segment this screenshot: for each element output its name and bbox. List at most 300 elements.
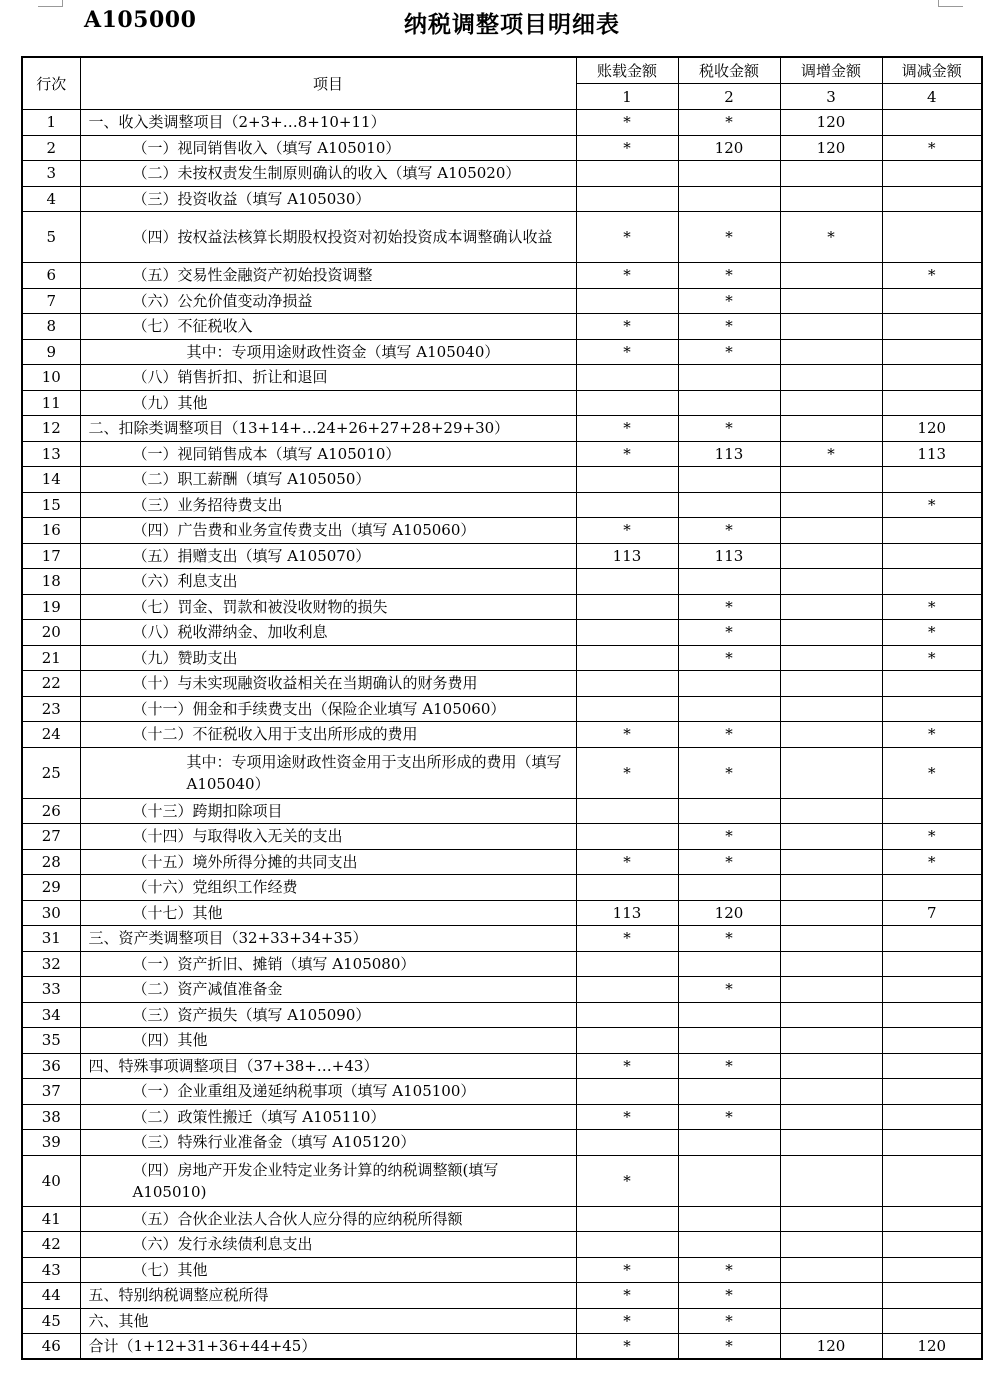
table-row xyxy=(22,1257,982,1283)
row-book-amount: * xyxy=(576,416,678,442)
row-tax-amount xyxy=(678,569,780,595)
row-book-amount xyxy=(576,696,678,722)
row-decrease-amount: * xyxy=(882,620,982,646)
row-decrease-amount xyxy=(882,467,982,493)
row-increase-amount xyxy=(780,977,882,1003)
row-item-label: 合计（1+12+31+36+44+45） xyxy=(80,1334,576,1360)
table-row xyxy=(22,416,982,442)
table-row xyxy=(22,1130,982,1156)
row-decrease-amount xyxy=(882,1104,982,1130)
table-row xyxy=(22,390,982,416)
row-decrease-amount xyxy=(882,390,982,416)
row-item-label: （九）其他 xyxy=(80,390,576,416)
row-line-number: 34 xyxy=(22,1002,80,1028)
row-tax-amount xyxy=(678,875,780,901)
table-row xyxy=(22,543,982,569)
row-line-number: 8 xyxy=(22,314,80,340)
row-decrease-amount: * xyxy=(882,722,982,748)
row-item-label: （一）视同销售成本（填写 A105010） xyxy=(80,441,576,467)
row-item-label: （五）交易性金融资产初始投资调整 xyxy=(80,263,576,289)
row-item-label: （四）广告费和业务宣传费支出（填写 A105060） xyxy=(80,518,576,544)
table-row xyxy=(22,441,982,467)
corner-crop-mark-left xyxy=(38,0,63,7)
row-increase-amount xyxy=(780,467,882,493)
table-row xyxy=(22,1206,982,1232)
corner-crop-mark-right xyxy=(938,0,963,7)
row-increase-amount xyxy=(780,824,882,850)
row-line-number: 3 xyxy=(22,161,80,187)
row-book-amount xyxy=(576,467,678,493)
row-line-number: 43 xyxy=(22,1257,80,1283)
row-item-label: 五、特别纳税调整应税所得 xyxy=(80,1283,576,1309)
row-line-number: 32 xyxy=(22,951,80,977)
row-tax-amount xyxy=(678,1130,780,1156)
table-row xyxy=(22,926,982,952)
row-decrease-amount xyxy=(882,798,982,824)
table-row xyxy=(22,1232,982,1258)
table-row xyxy=(22,1155,982,1206)
row-increase-amount xyxy=(780,798,882,824)
row-tax-amount: * xyxy=(678,620,780,646)
row-book-amount xyxy=(576,1130,678,1156)
row-item-label: （十二）不征税收入用于支出所形成的费用 xyxy=(80,722,576,748)
table-row xyxy=(22,1283,982,1309)
row-book-amount: * xyxy=(576,1053,678,1079)
row-tax-amount: * xyxy=(678,263,780,289)
row-decrease-amount: * xyxy=(882,645,982,671)
row-book-amount xyxy=(576,875,678,901)
row-line-number: 23 xyxy=(22,696,80,722)
row-tax-amount xyxy=(678,798,780,824)
row-increase-amount xyxy=(780,288,882,314)
row-decrease-amount: 113 xyxy=(882,441,982,467)
row-book-amount xyxy=(576,492,678,518)
row-book-amount: * xyxy=(576,1283,678,1309)
row-line-number: 14 xyxy=(22,467,80,493)
row-line-number: 37 xyxy=(22,1079,80,1105)
table-row xyxy=(22,849,982,875)
row-item-label: （三）资产损失（填写 A105090） xyxy=(80,1002,576,1028)
row-line-number: 28 xyxy=(22,849,80,875)
row-tax-amount: * xyxy=(678,1308,780,1334)
row-book-amount xyxy=(576,1232,678,1258)
row-book-amount xyxy=(576,798,678,824)
header-decrease-amount: 调减金额 xyxy=(882,57,982,84)
table-row xyxy=(22,263,982,289)
row-item-label: （三）投资收益（填写 A105030） xyxy=(80,186,576,212)
row-book-amount: * xyxy=(576,135,678,161)
header-col-number: 2 xyxy=(678,84,780,110)
row-tax-amount: 113 xyxy=(678,441,780,467)
row-item-label: （六）利息支出 xyxy=(80,569,576,595)
row-book-amount xyxy=(576,1206,678,1232)
row-item-label: （六）发行永续债利息支出 xyxy=(80,1232,576,1258)
row-item-label: （十六）党组织工作经费 xyxy=(80,875,576,901)
row-increase-amount xyxy=(780,1232,882,1258)
table-row xyxy=(22,492,982,518)
row-tax-amount: * xyxy=(678,1053,780,1079)
table-row xyxy=(22,1308,982,1334)
row-book-amount: * xyxy=(576,722,678,748)
row-line-number: 44 xyxy=(22,1283,80,1309)
row-tax-amount xyxy=(678,951,780,977)
row-tax-amount xyxy=(678,1155,780,1206)
row-line-number: 29 xyxy=(22,875,80,901)
table-row xyxy=(22,875,982,901)
row-book-amount: 113 xyxy=(576,543,678,569)
row-decrease-amount xyxy=(882,977,982,1003)
row-item-label: 四、特殊事项调整项目（37+38+…+43） xyxy=(80,1053,576,1079)
row-increase-amount xyxy=(780,1155,882,1206)
table-row xyxy=(22,110,982,136)
row-line-number: 24 xyxy=(22,722,80,748)
row-decrease-amount xyxy=(882,569,982,595)
row-item-label: （二）未按权责发生制原则确认的收入（填写 A105020） xyxy=(80,161,576,187)
row-tax-amount: * xyxy=(678,849,780,875)
row-tax-amount xyxy=(678,161,780,187)
row-tax-amount: * xyxy=(678,926,780,952)
row-increase-amount: * xyxy=(780,212,882,263)
row-line-number: 39 xyxy=(22,1130,80,1156)
row-decrease-amount: * xyxy=(882,747,982,798)
row-increase-amount xyxy=(780,1257,882,1283)
row-decrease-amount: 120 xyxy=(882,1334,982,1360)
row-decrease-amount xyxy=(882,1002,982,1028)
row-decrease-amount xyxy=(882,288,982,314)
row-item-label: （九）赞助支出 xyxy=(80,645,576,671)
row-increase-amount xyxy=(780,1104,882,1130)
row-decrease-amount xyxy=(882,696,982,722)
row-line-number: 4 xyxy=(22,186,80,212)
row-increase-amount xyxy=(780,722,882,748)
row-line-number: 12 xyxy=(22,416,80,442)
row-line-number: 9 xyxy=(22,339,80,365)
table-row xyxy=(22,951,982,977)
row-book-amount: * xyxy=(576,1308,678,1334)
row-line-number: 26 xyxy=(22,798,80,824)
row-book-amount xyxy=(576,161,678,187)
table-row xyxy=(22,467,982,493)
table-row xyxy=(22,977,982,1003)
row-increase-amount xyxy=(780,620,882,646)
row-item-label: （四）房地产开发企业特定业务计算的纳税调整额(填写 A105010) xyxy=(80,1155,576,1206)
row-tax-amount xyxy=(678,186,780,212)
row-book-amount: * xyxy=(576,314,678,340)
row-tax-amount: 120 xyxy=(678,900,780,926)
row-increase-amount xyxy=(780,161,882,187)
row-book-amount: * xyxy=(576,926,678,952)
table-row xyxy=(22,900,982,926)
row-decrease-amount xyxy=(882,314,982,340)
table-row xyxy=(22,365,982,391)
row-line-number: 15 xyxy=(22,492,80,518)
row-increase-amount xyxy=(780,186,882,212)
row-tax-amount xyxy=(678,1028,780,1054)
row-item-label: （十四）与取得收入无关的支出 xyxy=(80,824,576,850)
row-book-amount xyxy=(576,951,678,977)
row-decrease-amount xyxy=(882,365,982,391)
row-line-number: 6 xyxy=(22,263,80,289)
row-increase-amount xyxy=(780,1079,882,1105)
row-book-amount xyxy=(576,977,678,1003)
row-tax-amount: * xyxy=(678,645,780,671)
row-line-number: 31 xyxy=(22,926,80,952)
row-increase-amount: 120 xyxy=(780,135,882,161)
row-book-amount: * xyxy=(576,441,678,467)
table-row xyxy=(22,1104,982,1130)
row-line-number: 27 xyxy=(22,824,80,850)
row-tax-amount xyxy=(678,492,780,518)
row-increase-amount xyxy=(780,875,882,901)
page-title: 纳税调整项目明细表 xyxy=(404,11,620,38)
row-increase-amount: 120 xyxy=(780,1334,882,1360)
row-line-number: 5 xyxy=(22,212,80,263)
row-line-number: 35 xyxy=(22,1028,80,1054)
row-tax-amount xyxy=(678,467,780,493)
row-decrease-amount xyxy=(882,1257,982,1283)
header-line-number: 行次 xyxy=(22,57,80,110)
row-item-label: （八）税收滞纳金、加收利息 xyxy=(80,620,576,646)
row-decrease-amount xyxy=(882,518,982,544)
row-line-number: 30 xyxy=(22,900,80,926)
row-increase-amount xyxy=(780,951,882,977)
row-tax-amount: * xyxy=(678,110,780,136)
row-line-number: 36 xyxy=(22,1053,80,1079)
row-increase-amount xyxy=(780,1206,882,1232)
row-item-label: 二、扣除类调整项目（13+14+…24+26+27+28+29+30） xyxy=(80,416,576,442)
row-item-label: （十五）境外所得分摊的共同支出 xyxy=(80,849,576,875)
row-book-amount xyxy=(576,1079,678,1105)
row-book-amount xyxy=(576,594,678,620)
row-decrease-amount xyxy=(882,1053,982,1079)
header-tax-amount: 税收金额 xyxy=(678,57,780,84)
row-book-amount xyxy=(576,1028,678,1054)
row-book-amount: * xyxy=(576,1257,678,1283)
row-item-label: （四）按权益法核算长期股权投资对初始投资成本调整确认收益 xyxy=(80,212,576,263)
row-increase-amount xyxy=(780,1053,882,1079)
row-item-label: （八）销售折扣、折让和退回 xyxy=(80,365,576,391)
table-row xyxy=(22,671,982,697)
row-book-amount xyxy=(576,1002,678,1028)
row-tax-amount xyxy=(678,365,780,391)
row-item-label: （一）视同销售收入（填写 A105010） xyxy=(80,135,576,161)
row-increase-amount xyxy=(780,390,882,416)
table-row xyxy=(22,824,982,850)
row-increase-amount xyxy=(780,543,882,569)
row-item-label: （十）与未实现融资收益相关在当期确认的财务费用 xyxy=(80,671,576,697)
row-decrease-amount: * xyxy=(882,135,982,161)
row-book-amount xyxy=(576,288,678,314)
row-decrease-amount: 120 xyxy=(882,416,982,442)
row-tax-amount: * xyxy=(678,288,780,314)
row-book-amount: * xyxy=(576,849,678,875)
row-increase-amount: * xyxy=(780,441,882,467)
row-line-number: 45 xyxy=(22,1308,80,1334)
row-tax-amount: * xyxy=(678,977,780,1003)
row-item-label: 六、其他 xyxy=(80,1308,576,1334)
row-item-label: （七）罚金、罚款和被没收财物的损失 xyxy=(80,594,576,620)
tax-adjustment-table xyxy=(21,56,983,1360)
row-decrease-amount: * xyxy=(882,492,982,518)
row-tax-amount: * xyxy=(678,1257,780,1283)
row-decrease-amount xyxy=(882,543,982,569)
row-decrease-amount: * xyxy=(882,849,982,875)
row-decrease-amount xyxy=(882,1130,982,1156)
row-decrease-amount xyxy=(882,951,982,977)
row-increase-amount xyxy=(780,569,882,595)
row-item-label: （十一）佣金和手续费支出（保险企业填写 A105060） xyxy=(80,696,576,722)
row-item-label: （七）不征税收入 xyxy=(80,314,576,340)
table-row xyxy=(22,1002,982,1028)
row-decrease-amount xyxy=(882,875,982,901)
row-decrease-amount: * xyxy=(882,594,982,620)
row-line-number: 2 xyxy=(22,135,80,161)
row-line-number: 22 xyxy=(22,671,80,697)
row-increase-amount xyxy=(780,1283,882,1309)
form-code: A105000 xyxy=(84,7,197,33)
row-decrease-amount: 7 xyxy=(882,900,982,926)
row-tax-amount: * xyxy=(678,824,780,850)
row-item-label: 三、资产类调整项目（32+33+34+35） xyxy=(80,926,576,952)
row-decrease-amount xyxy=(882,110,982,136)
row-line-number: 20 xyxy=(22,620,80,646)
row-book-amount: * xyxy=(576,747,678,798)
row-line-number: 16 xyxy=(22,518,80,544)
header-increase-amount: 调增金额 xyxy=(780,57,882,84)
table-row xyxy=(22,518,982,544)
row-decrease-amount xyxy=(882,339,982,365)
row-tax-amount xyxy=(678,1079,780,1105)
table-row xyxy=(22,339,982,365)
row-book-amount: * xyxy=(576,1334,678,1360)
table-row xyxy=(22,186,982,212)
table-row xyxy=(22,1079,982,1105)
table-row xyxy=(22,594,982,620)
row-increase-amount xyxy=(780,671,882,697)
row-tax-amount: * xyxy=(678,518,780,544)
row-line-number: 33 xyxy=(22,977,80,1003)
row-decrease-amount xyxy=(882,671,982,697)
row-increase-amount xyxy=(780,645,882,671)
table-row xyxy=(22,314,982,340)
row-decrease-amount xyxy=(882,926,982,952)
table-row xyxy=(22,135,982,161)
header-item: 项目 xyxy=(80,57,576,110)
table-row xyxy=(22,569,982,595)
row-item-label: （一）资产折旧、摊销（填写 A105080） xyxy=(80,951,576,977)
row-item-label: 其中：专项用途财政性资金用于支出所形成的费用（填写 A105040） xyxy=(80,747,576,798)
table-row xyxy=(22,288,982,314)
row-book-amount: 113 xyxy=(576,900,678,926)
row-tax-amount: * xyxy=(678,1104,780,1130)
row-decrease-amount xyxy=(882,1308,982,1334)
table-row xyxy=(22,722,982,748)
row-increase-amount xyxy=(780,365,882,391)
table-row xyxy=(22,1334,982,1360)
row-tax-amount: * xyxy=(678,339,780,365)
row-increase-amount xyxy=(780,339,882,365)
row-book-amount xyxy=(576,620,678,646)
row-increase-amount xyxy=(780,518,882,544)
row-tax-amount: * xyxy=(678,1334,780,1360)
row-decrease-amount xyxy=(882,1283,982,1309)
row-line-number: 38 xyxy=(22,1104,80,1130)
row-tax-amount: * xyxy=(678,314,780,340)
row-line-number: 13 xyxy=(22,441,80,467)
row-tax-amount xyxy=(678,671,780,697)
row-item-label: （四）其他 xyxy=(80,1028,576,1054)
row-line-number: 19 xyxy=(22,594,80,620)
header-book-amount: 账载金额 xyxy=(576,57,678,84)
table-row xyxy=(22,1028,982,1054)
row-item-label: （十七）其他 xyxy=(80,900,576,926)
row-increase-amount xyxy=(780,1028,882,1054)
row-decrease-amount xyxy=(882,1028,982,1054)
row-tax-amount xyxy=(678,1002,780,1028)
row-increase-amount xyxy=(780,1002,882,1028)
row-item-label: （十三）跨期扣除项目 xyxy=(80,798,576,824)
table-row xyxy=(22,161,982,187)
header-col-number: 4 xyxy=(882,84,982,110)
table-row xyxy=(22,747,982,798)
row-decrease-amount xyxy=(882,186,982,212)
row-line-number: 41 xyxy=(22,1206,80,1232)
row-tax-amount: 113 xyxy=(678,543,780,569)
row-increase-amount xyxy=(780,263,882,289)
row-item-label: （六）公允价值变动净损益 xyxy=(80,288,576,314)
row-increase-amount xyxy=(780,849,882,875)
row-increase-amount xyxy=(780,1130,882,1156)
row-item-label: （一）企业重组及递延纳税事项（填写 A105100） xyxy=(80,1079,576,1105)
row-increase-amount: 120 xyxy=(780,110,882,136)
row-tax-amount xyxy=(678,1232,780,1258)
row-increase-amount xyxy=(780,926,882,952)
row-book-amount xyxy=(576,365,678,391)
row-line-number: 42 xyxy=(22,1232,80,1258)
table-row xyxy=(22,798,982,824)
row-tax-amount xyxy=(678,696,780,722)
row-book-amount: * xyxy=(576,110,678,136)
row-decrease-amount xyxy=(882,161,982,187)
row-book-amount xyxy=(576,390,678,416)
row-line-number: 1 xyxy=(22,110,80,136)
row-item-label: （三）特殊行业准备金（填写 A105120） xyxy=(80,1130,576,1156)
row-book-amount: * xyxy=(576,1104,678,1130)
row-increase-amount xyxy=(780,747,882,798)
table-row xyxy=(22,212,982,263)
row-tax-amount: * xyxy=(678,1283,780,1309)
row-book-amount xyxy=(576,186,678,212)
row-item-label: （五）合伙企业法人合伙人应分得的应纳税所得额 xyxy=(80,1206,576,1232)
row-line-number: 40 xyxy=(22,1155,80,1206)
row-tax-amount xyxy=(678,1206,780,1232)
row-decrease-amount xyxy=(882,1232,982,1258)
row-tax-amount: * xyxy=(678,747,780,798)
row-item-label: （五）捐赠支出（填写 A105070） xyxy=(80,543,576,569)
row-increase-amount xyxy=(780,314,882,340)
row-line-number: 18 xyxy=(22,569,80,595)
row-book-amount: * xyxy=(576,518,678,544)
row-line-number: 17 xyxy=(22,543,80,569)
row-tax-amount xyxy=(678,390,780,416)
header-col-number: 1 xyxy=(576,84,678,110)
row-item-label: （二）资产减值准备金 xyxy=(80,977,576,1003)
row-line-number: 21 xyxy=(22,645,80,671)
row-tax-amount: 120 xyxy=(678,135,780,161)
row-item-label: （二）职工薪酬（填写 A105050） xyxy=(80,467,576,493)
row-item-label: （三）业务招待费支出 xyxy=(80,492,576,518)
row-book-amount: * xyxy=(576,263,678,289)
